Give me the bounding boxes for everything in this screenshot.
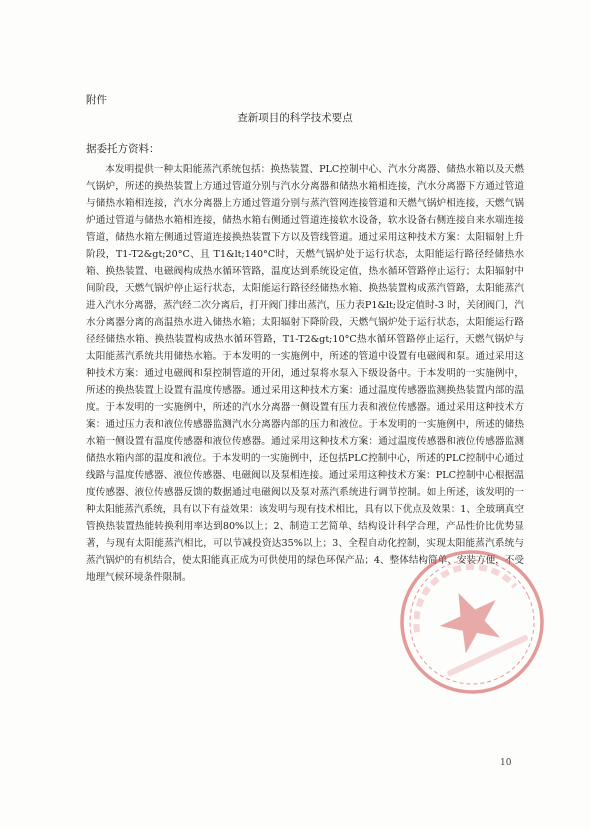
attachment-label: 附件 [86, 94, 107, 106]
page-number: 10 [500, 758, 512, 768]
client-data-label: 据委托方资料： [86, 143, 160, 155]
technical-summary-paragraph: 本发明提供一种太阳能蒸汽系统包括：换热装置、PLC控制中心、汽水分离器、储热水箱以及天燃气锅炉，所述的换热装置上方通过管道分别与汽水分离器和储热水箱相连接，汽水分离器下方通过管道与储热水箱相连接，汽水分离器上方通过管道分别与蒸汽管网连接管道和天燃气锅炉相连接，天燃气锅炉通过管道与储热水箱相连接，储热水箱右侧通过管道连接软水设备，软水设备右侧连接自来水端连接管道，储热水箱左侧通过管道连接换热装置下方以及管线管道。通过采用这种技术方案：太阳辐射上升阶段，T1-T2&gt;20°C、且 T1&lt;140°C时，天燃气锅炉处于运行状态，太阳能运行路径经储热水箱、换热装置、电磁阀构成热水循环管路，温度达到系统设定值，热水循环管路停止运行；太阳辐射中间阶段，天燃气锅炉停止运行状态，太阳能运行路径经储热水箱、换热装置构成蒸汽管路，太阳能蒸汽进入汽水分离器，蒸汽经二次分离后，打开阀门排出蒸汽，压力表P1&lt;设定值时-3 时，关闭阀门，汽水分离器分离的高温热水进入储热水箱；太阳辐射下降阶段，天燃气锅炉处于运行状态，太阳能运行路径经储热水箱、换热装置构成热水循环管路，T1-T2&gt;10°C热水循环管路停止运行，天燃气锅炉与太阳能蒸汽系统共用储热水箱。于本发明的一实施例中，所述的管道中设置有电磁阀和泵。通过采用这种技术方案：通过电磁阀和泵控制管道的开闭，通过泵将水泵入下级设备中。于本发明的一实施例中，所述的换热装置上设置有温度传感器。通过采用这种技术方案：通过温度传感器监测换热装置内部的温度。于本发明的一实施例中，所述的汽水分离器一侧设置有压力表和液位传感器。通过采用这种技术方案：通过压力表和液位传感器监测汽水分离器内部的压力和液位。于本发明的一实施例中，所述的储热水箱一侧设置有温度传感器和液位传感器。通过采用这种技术方案：通过温度传感器和液位传感器监测储热水箱内部的温度和液位。于本发明的一实施例中，还包括PLC控制中心，所述的PLC控制中心通过线路与温度传感器、液位传感器、电磁阀以及泵相连接。通过采用这种技术方案：PLC控制中心根据温度传感器、液位传感器反馈的数据通过电磁阀以及泵对蒸汽系统进行调节控制。如上所述，该发明的一种太阳能蒸汽系统，具有以下有益效果：该发明与现有技术相比，具有以下优点及效果：1、全玻璃真空管换热装置热能转换利用率达到80%以上；2、制造工艺简单、结构设计科学合理，产品性价比优势显著，与现有太阳能蒸汽相比，可以节减投资达35%以上；3、全程自动化控制，实现太阳能蒸汽系统与蒸汽锅炉的有机结合，使太阳能真正成为可供使用的绿色环保产品；4、整体结构简单、安装方便，不受地理气候环境条件限制。 [86, 164, 524, 583]
page-title: 查新项目的科学技术要点 [237, 112, 353, 124]
